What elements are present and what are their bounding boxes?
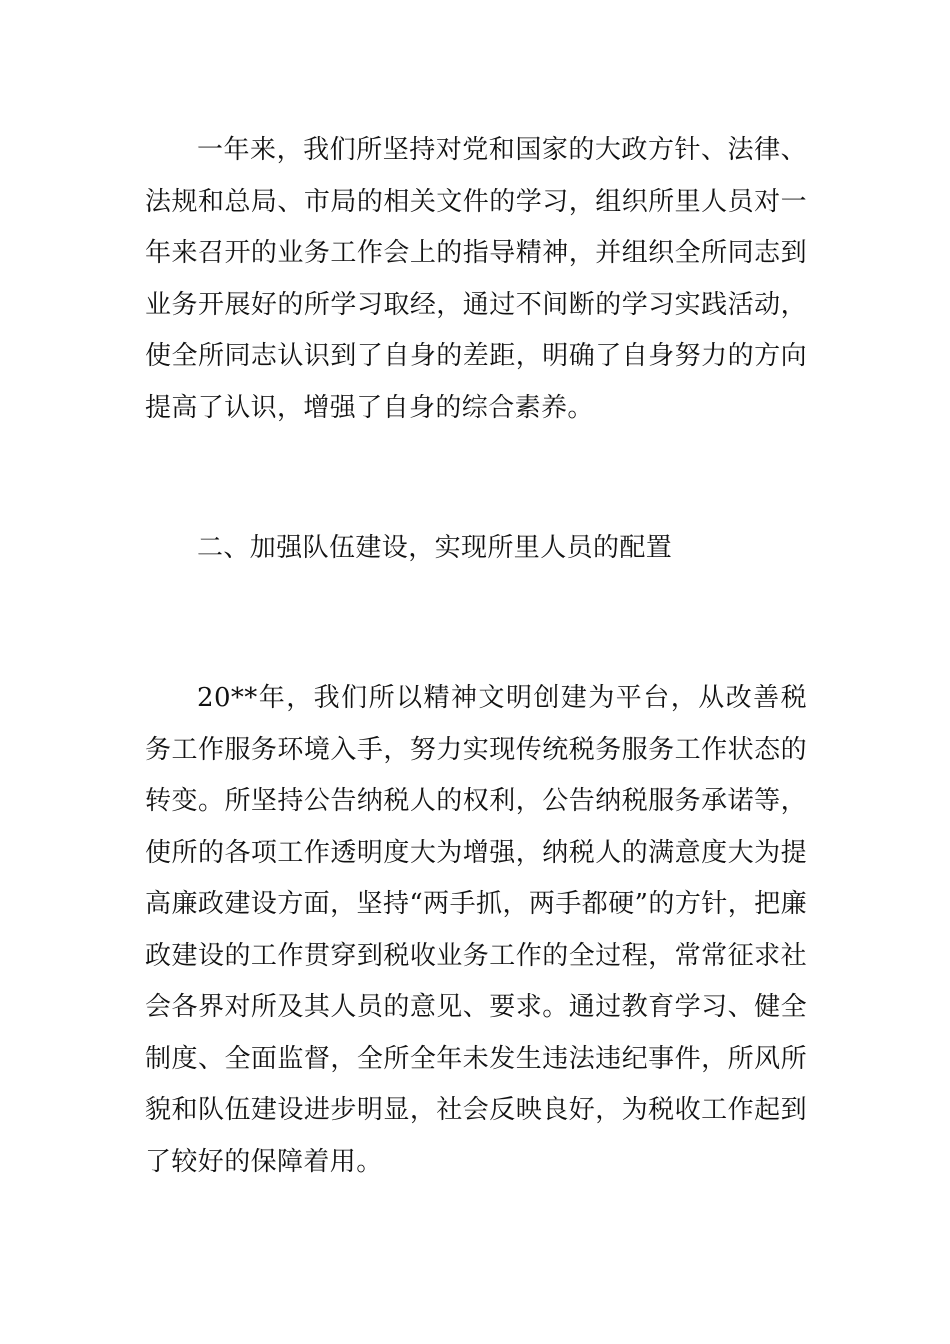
body-paragraph-study: 一年来，我们所坚持对党和国家的大政方针、法律、法规和总局、市局的相关文件的学习，组织所里人员对一年来召开的业务工作会上的指导精神，并组织全所同志到业务开展好的所学习取经，通过不间断的学习实践活动，使全所同志认识到了自身的差距，明确了自身努力的方向提高了认识，增强了自身的综合素养。	[145, 135, 807, 423]
section-heading-team-building: 二、加强队伍建设，实现所里人员的配置	[197, 533, 673, 563]
body-paragraph-civilization: 20**年，我们所以精神文明创建为平台，从改善税务工作服务环境入手，努力实现传统税务服务工作状态的转变。所坚持公告纳税人的权利，公告纳税服务承诺等，使所的各项工作透明度大为增强，纳税人的满意度大为提高廉政建设方面，坚持“两手抓，两手都硬”的方针，把廉政建设的工作贯穿到税收业务工作的全过程，常常征求社会各界对所及其人员的意见、要求。通过教育学习、健全制度、全面监督，全所全年未发生违法违纪事件，所风所貌和队伍建设进步明显，社会反映良好，为税收工作起到了较好的保障着用。	[145, 683, 807, 1177]
